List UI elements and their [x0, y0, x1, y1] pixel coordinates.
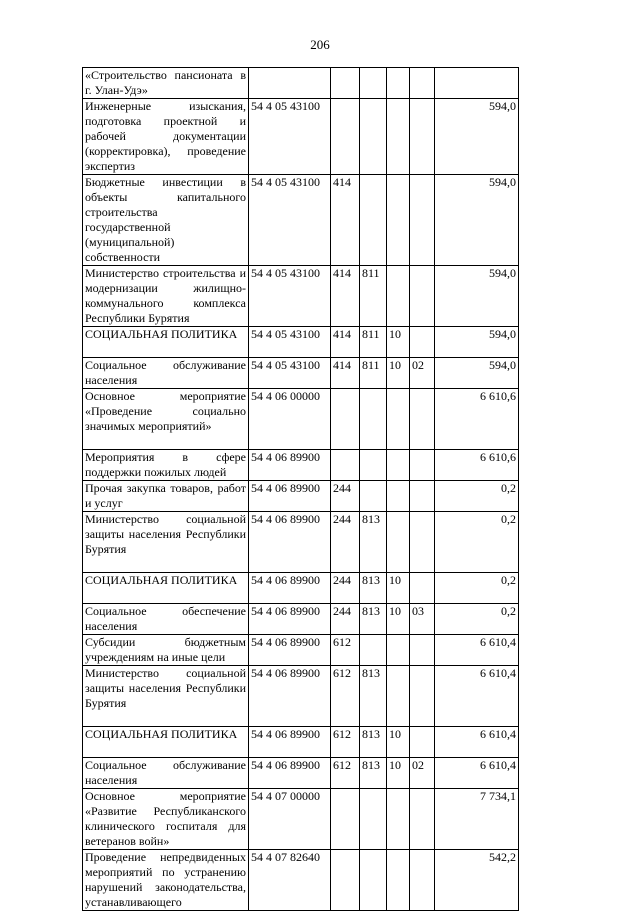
row-section: 10 [387, 727, 410, 758]
row-name: Социальное обслуживание населения [83, 358, 249, 389]
row-ministry-code: 813 [360, 604, 387, 635]
table-row [83, 573, 519, 604]
row-target-article: 54 4 05 43100 [249, 99, 331, 175]
table-row [83, 68, 519, 99]
row-expense-type [331, 68, 360, 99]
table-row [83, 358, 519, 389]
row-ministry-code [360, 389, 387, 450]
row-subsection [410, 450, 435, 481]
row-section: 10 [387, 604, 410, 635]
row-ministry-code [360, 68, 387, 99]
row-ministry-code [360, 481, 387, 512]
row-target-article: 54 4 07 82640 [249, 850, 331, 911]
table-row [83, 850, 519, 911]
table-row [83, 727, 519, 758]
row-target-article: 54 4 05 43100 [249, 175, 331, 266]
row-target-article: 54 4 06 89900 [249, 635, 331, 666]
row-amount: 0,2 [435, 481, 519, 512]
row-target-article: 54 4 06 89900 [249, 758, 331, 789]
row-ministry-code [360, 99, 387, 175]
row-expense-type: 414 [331, 266, 360, 327]
row-name: Мероприятия в сфере поддержки пожилых людей [83, 450, 249, 481]
row-ministry-code: 813 [360, 573, 387, 604]
row-expense-type: 244 [331, 512, 360, 573]
row-section [387, 266, 410, 327]
row-section: 10 [387, 573, 410, 604]
row-amount: 6 610,4 [435, 635, 519, 666]
row-expense-type: 414 [331, 175, 360, 266]
row-ministry-code: 813 [360, 666, 387, 727]
row-subsection [410, 68, 435, 99]
row-amount: 0,2 [435, 512, 519, 573]
row-amount [435, 68, 519, 99]
row-expense-type: 612 [331, 727, 360, 758]
row-subsection [410, 850, 435, 911]
table-row [83, 266, 519, 327]
row-expense-type [331, 450, 360, 481]
table-row [83, 450, 519, 481]
table-row [83, 666, 519, 727]
row-ministry-code: 813 [360, 727, 387, 758]
row-subsection: 02 [410, 358, 435, 389]
row-ministry-code [360, 450, 387, 481]
row-subsection [410, 266, 435, 327]
row-subsection [410, 99, 435, 175]
row-expense-type: 414 [331, 358, 360, 389]
row-name: Основное мероприятие «Развитие Республиканского клинического госпиталя для ветеранов войн» [83, 789, 249, 850]
row-name: Бюджетные инвестиции в объекты капитального строительства государственной (муниципальной) собственности [83, 175, 249, 266]
row-name: Субсидии бюджетным учреждениям на иные цели [83, 635, 249, 666]
row-section: 10 [387, 358, 410, 389]
row-name: СОЦИАЛЬНАЯ ПОЛИТИКА [83, 727, 249, 758]
row-target-article: 54 4 06 89900 [249, 727, 331, 758]
row-section [387, 789, 410, 850]
row-target-article: 54 4 06 89900 [249, 450, 331, 481]
table-row [83, 481, 519, 512]
row-name: Прочая закупка товаров, работ и услуг [83, 481, 249, 512]
row-target-article: 54 4 06 89900 [249, 573, 331, 604]
row-subsection: 03 [410, 604, 435, 635]
table-row [83, 512, 519, 573]
row-amount: 594,0 [435, 175, 519, 266]
row-name: СОЦИАЛЬНАЯ ПОЛИТИКА [83, 573, 249, 604]
row-subsection [410, 573, 435, 604]
row-ministry-code: 811 [360, 327, 387, 358]
table-row [83, 327, 519, 358]
row-subsection [410, 481, 435, 512]
row-section [387, 635, 410, 666]
row-section [387, 68, 410, 99]
row-expense-type: 414 [331, 327, 360, 358]
row-section [387, 666, 410, 727]
row-target-article: 54 4 07 00000 [249, 789, 331, 850]
row-amount: 594,0 [435, 99, 519, 175]
row-amount: 0,2 [435, 604, 519, 635]
budget-table [82, 67, 519, 911]
row-target-article: 54 4 06 89900 [249, 512, 331, 573]
table-row [83, 604, 519, 635]
row-section [387, 481, 410, 512]
row-target-article: 54 4 06 89900 [249, 666, 331, 727]
row-subsection: 02 [410, 758, 435, 789]
row-ministry-code [360, 789, 387, 850]
row-expense-type [331, 850, 360, 911]
row-expense-type: 612 [331, 758, 360, 789]
row-section [387, 850, 410, 911]
row-ministry-code [360, 175, 387, 266]
row-amount: 6 610,6 [435, 450, 519, 481]
row-ministry-code: 811 [360, 266, 387, 327]
row-expense-type [331, 789, 360, 850]
row-expense-type [331, 389, 360, 450]
row-ministry-code [360, 850, 387, 911]
row-subsection [410, 175, 435, 266]
row-expense-type: 244 [331, 481, 360, 512]
row-subsection [410, 727, 435, 758]
row-name: Проведение непредвиденных мероприятий по устранению нарушений законодательства, устанавливающего [83, 850, 249, 911]
row-ministry-code: 813 [360, 758, 387, 789]
row-name: Социальное обслуживание населения [83, 758, 249, 789]
row-ministry-code: 813 [360, 512, 387, 573]
row-expense-type: 612 [331, 666, 360, 727]
row-subsection [410, 789, 435, 850]
row-section [387, 450, 410, 481]
row-name: Инженерные изыскания, подготовка проектной и рабочей документации (корректировка), проведение экспертиз [83, 99, 249, 175]
row-target-article: 54 4 06 00000 [249, 389, 331, 450]
row-amount: 594,0 [435, 358, 519, 389]
row-section [387, 99, 410, 175]
table-row [83, 99, 519, 175]
row-amount: 542,2 [435, 850, 519, 911]
row-target-article: 54 4 05 43100 [249, 358, 331, 389]
row-expense-type: 244 [331, 573, 360, 604]
row-target-article: 54 4 06 89900 [249, 604, 331, 635]
row-target-article: 54 4 06 89900 [249, 481, 331, 512]
row-amount: 594,0 [435, 266, 519, 327]
row-section: 10 [387, 327, 410, 358]
row-section [387, 389, 410, 450]
row-amount: 6 610,6 [435, 389, 519, 450]
row-amount: 6 610,4 [435, 758, 519, 789]
row-amount: 6 610,4 [435, 666, 519, 727]
row-expense-type [331, 99, 360, 175]
row-amount: 0,2 [435, 573, 519, 604]
row-target-article: 54 4 05 43100 [249, 327, 331, 358]
row-name: Министерство социальной защиты населения Республики Бурятия [83, 512, 249, 573]
row-subsection [410, 327, 435, 358]
table-row [83, 789, 519, 850]
row-name: Основное мероприятие «Проведение социально значимых мероприятий» [83, 389, 249, 450]
row-section: 10 [387, 758, 410, 789]
row-name: «Строительство пансионата в г. Улан-Удэ» [83, 68, 249, 99]
row-ministry-code [360, 635, 387, 666]
row-amount: 594,0 [435, 327, 519, 358]
row-name: Министерство социальной защиты населения Республики Бурятия [83, 666, 249, 727]
row-amount: 6 610,4 [435, 727, 519, 758]
table-row [83, 175, 519, 266]
row-ministry-code: 811 [360, 358, 387, 389]
row-subsection [410, 635, 435, 666]
row-subsection [410, 512, 435, 573]
budget-table-body [83, 68, 519, 911]
row-section [387, 175, 410, 266]
row-name: СОЦИАЛЬНАЯ ПОЛИТИКА [83, 327, 249, 358]
row-subsection [410, 666, 435, 727]
row-expense-type: 244 [331, 604, 360, 635]
row-expense-type: 612 [331, 635, 360, 666]
row-section [387, 512, 410, 573]
row-subsection [410, 389, 435, 450]
table-row [83, 389, 519, 450]
row-name: Социальное обеспечение населения [83, 604, 249, 635]
row-target-article: 54 4 05 43100 [249, 266, 331, 327]
table-row [83, 758, 519, 789]
row-target-article [249, 68, 331, 99]
page-number: 206 [310, 37, 330, 52]
row-amount: 7 734,1 [435, 789, 519, 850]
table-row [83, 635, 519, 666]
row-name: Министерство строительства и модернизации жилищно-коммунального комплекса Республики Бурятия [83, 266, 249, 327]
